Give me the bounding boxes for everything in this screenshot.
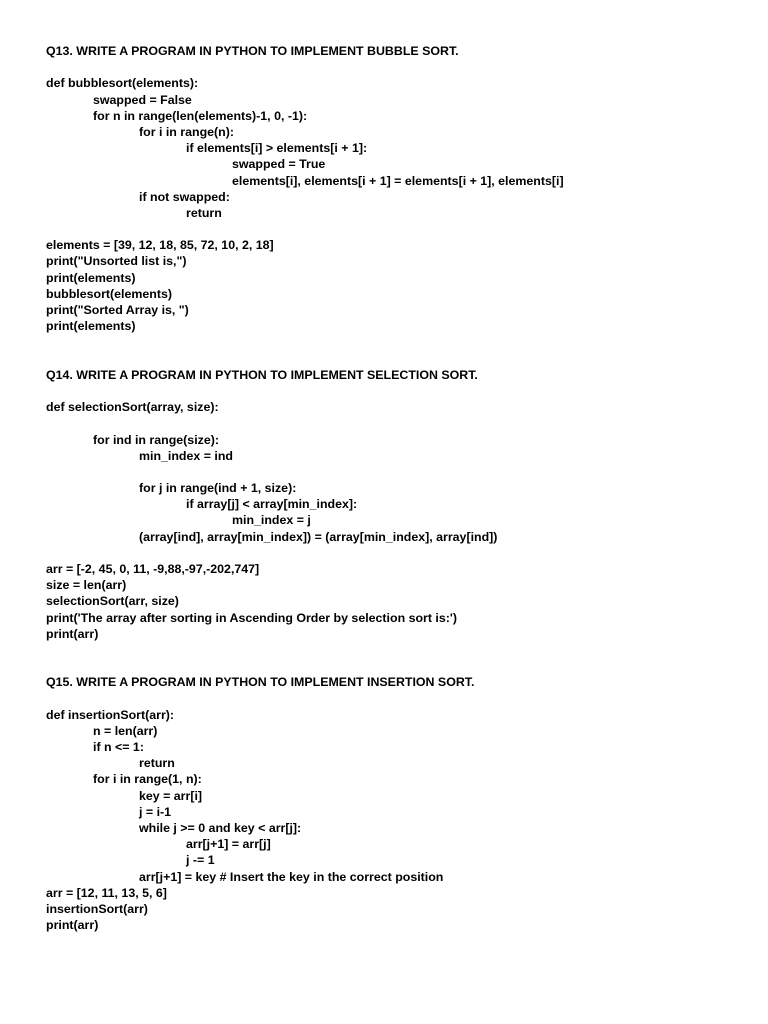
code-line: swapped = True	[232, 157, 326, 172]
spacer	[46, 351, 746, 367]
code-line: size = len(arr)	[46, 578, 127, 593]
code-line: return	[139, 756, 175, 771]
code-line: min_index = j	[232, 513, 311, 528]
spacer	[46, 221, 746, 237]
code-line: for i in range(1, n):	[93, 772, 202, 787]
code-line: min_index = ind	[139, 448, 233, 463]
code-line: print('The array after sorting in Ascending Order by selection sort is:')	[46, 610, 457, 625]
code-line: print(arr)	[46, 918, 99, 933]
code-line: if array[j] < array[min_index]:	[186, 497, 358, 512]
code-line: j -= 1	[186, 853, 215, 868]
code-line: swapped = False	[93, 92, 192, 107]
code-line: def bubblesort(elements):	[46, 76, 199, 91]
q14-section	[46, 367, 746, 642]
code-line: elements = [39, 12, 18, 85, 72, 10, 2, 18]	[46, 238, 274, 253]
code-line: for ind in range(size):	[93, 432, 219, 447]
q15-section	[46, 674, 746, 933]
q13-heading: Q13. WRITE A PROGRAM IN PYTHON TO IMPLEMENT BUBBLE SORT.	[46, 44, 459, 58]
document-page	[46, 43, 746, 933]
code-line: if n <= 1:	[93, 740, 144, 755]
code-line: arr = [-2, 45, 0, 11, -9,88,-97,-202,747]	[46, 562, 260, 576]
spacer	[46, 545, 746, 561]
spacer	[46, 383, 746, 399]
code-line: selectionSort(arr, size)	[46, 594, 179, 609]
code-line: for i in range(n):	[139, 124, 234, 139]
q13-section	[46, 43, 746, 334]
code-line: n = len(arr)	[93, 723, 158, 738]
code-line: bubblesort(elements)	[46, 286, 172, 301]
code-line: def selectionSort(array, size):	[46, 400, 219, 415]
spacer	[46, 334, 746, 350]
spacer	[46, 464, 746, 480]
spacer	[46, 59, 746, 75]
code-line: while j >= 0 and key < arr[j]:	[139, 821, 302, 835]
code-line: j = i-1	[139, 804, 172, 819]
code-line: arr[j+1] = arr[j]	[186, 837, 271, 852]
code-line: arr[j+1] = key # Insert the key in the correct position	[139, 869, 444, 884]
code-line: print("Sorted Array is, ")	[46, 303, 189, 317]
code-line: insertionSort(arr)	[46, 901, 148, 916]
q14-heading: Q14. WRITE A PROGRAM IN PYTHON TO IMPLEMENT SELECTION SORT.	[46, 367, 478, 382]
code-line: elements[i], elements[i + 1] = elements[i + 1], elements[i]	[232, 173, 564, 188]
code-line: print(arr)	[46, 626, 99, 641]
spacer	[46, 658, 746, 674]
code-line: for n in range(len(elements)-1, 0, -1):	[93, 108, 308, 123]
spacer	[46, 642, 746, 658]
spacer	[46, 415, 746, 431]
q15-heading: Q15. WRITE A PROGRAM IN PYTHON TO IMPLEMENT INSERTION SORT.	[46, 675, 475, 690]
code-line: print(elements)	[46, 319, 136, 334]
spacer	[46, 691, 746, 707]
code-line: for j in range(ind + 1, size):	[139, 481, 297, 496]
code-line: return	[186, 205, 222, 220]
code-line: print(elements)	[46, 270, 136, 285]
code-line: key = arr[i]	[139, 788, 203, 803]
code-line: def insertionSort(arr):	[46, 707, 175, 722]
code-line: if elements[i] > elements[i + 1]:	[186, 141, 368, 156]
code-line: if not swapped:	[139, 189, 230, 204]
code-line: arr = [12, 11, 13, 5, 6]	[46, 885, 167, 900]
code-line: print("Unsorted list is,")	[46, 254, 187, 269]
code-line: (array[ind], array[min_index]) = (array[min_index], array[ind])	[139, 529, 498, 544]
